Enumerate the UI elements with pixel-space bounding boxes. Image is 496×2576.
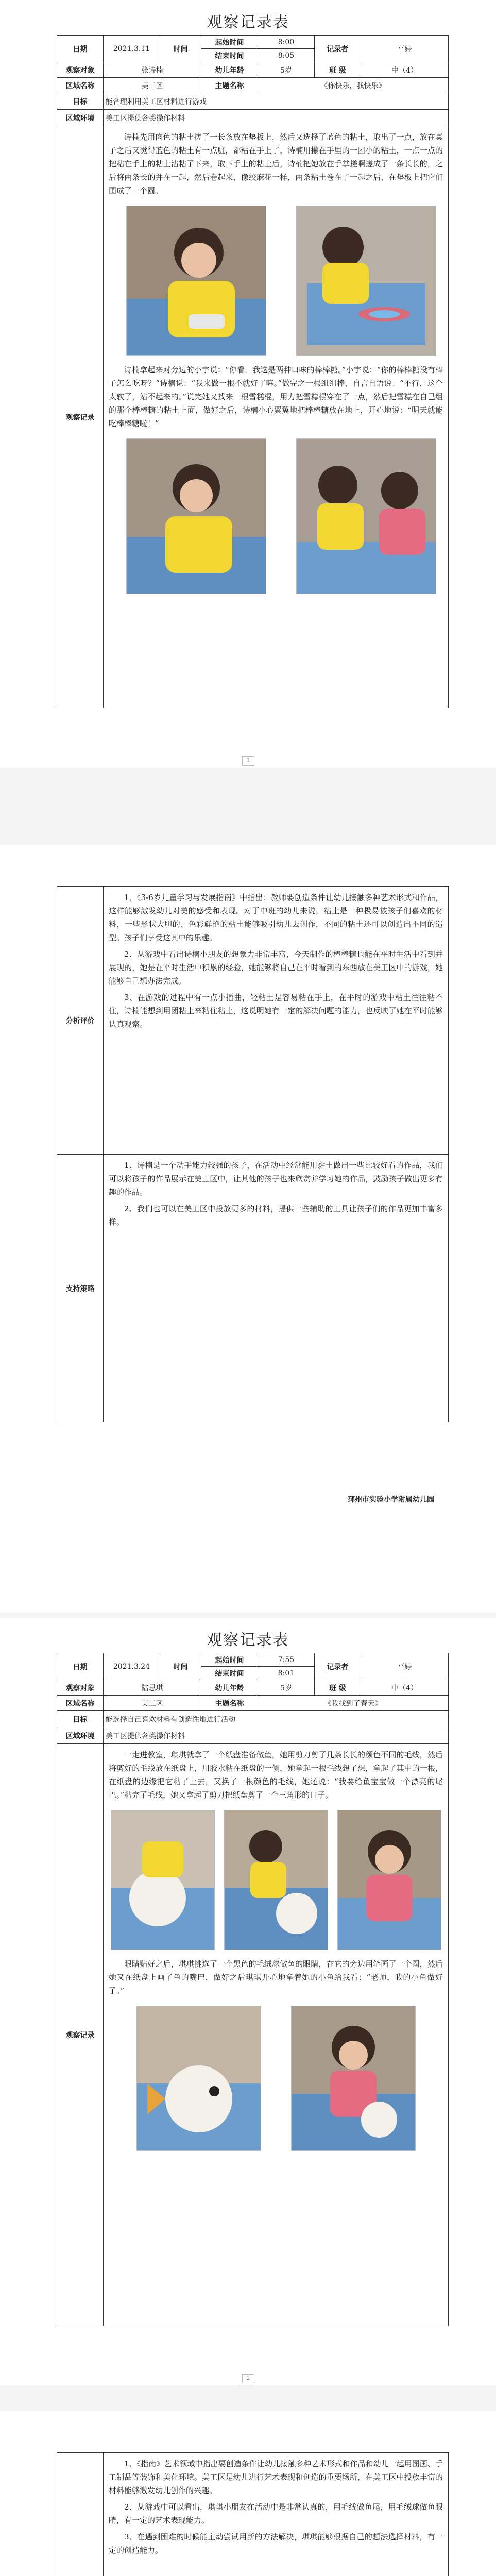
- record-label: 观察记录: [57, 126, 104, 708]
- end-time-label: 结束时间: [201, 49, 258, 62]
- evaluation-table: [57, 2452, 449, 2576]
- analysis-paragraph: 1、《3-6岁儿童学习与发展指南》中指出：教师要创造条件让幼儿接触多种艺术形式和作品，这样能够激发幼儿对美的感受和表现。对于中班的幼儿来说，粘土是一种极易被孩子们喜欢的材料，一些形状大胆的、色彩鲜艳的粘土能够吸引幼儿去创作，不同的粘土还可以创造出不同的造型。孩子们享受这其中的乐趣。: [109, 893, 443, 942]
- photo-row: [106, 200, 446, 360]
- photo-row: [106, 2001, 446, 2155]
- target-label: 观察对象: [57, 62, 104, 78]
- page-gap: [0, 1613, 496, 1618]
- page-title: 观察记录表: [207, 1631, 289, 1649]
- recorder-value: 平婷: [361, 1653, 449, 1680]
- area-label: 区域名称: [57, 78, 104, 93]
- end-time-value: 8:01: [258, 1667, 315, 1680]
- class-value: 中（4）: [361, 1680, 449, 1696]
- date-label: 日期: [57, 36, 104, 62]
- time-label: 时间: [160, 1653, 201, 1680]
- craft-photo: [111, 1810, 215, 1950]
- target-value: 张诗楠: [104, 62, 201, 78]
- child-photo: [337, 1810, 441, 1950]
- target-label: 观察对象: [57, 1680, 104, 1696]
- strategy-paragraph: 2、我们也可以在美工区中投放更多的材料，提供一些辅助的工具让孩子们的作品更加丰富多样。: [109, 1204, 443, 1227]
- area-value: 美工区: [104, 78, 201, 93]
- goal-value: 能选择自己喜欢材料有创造性地进行活动: [104, 1711, 449, 1727]
- record-page-4: [0, 2411, 496, 2576]
- analysis-paragraph: 2、从游戏中看出诗楠小朋友的想象力非常丰富，今天制作的棒棒糖也能在平时生活中看到并展现的，她是在平时生活中积累的经验，她能够将自己在平时看到的东西放在美工区中的游戏，她能够自己想办法完成。: [109, 950, 443, 986]
- start-time-label: 起始时间: [201, 36, 258, 49]
- env-value: 美工区提供各类操作材料: [104, 1727, 449, 1744]
- env-label: 区域环境: [57, 1727, 104, 1744]
- page-number: 1: [242, 756, 254, 766]
- child-photo: [291, 2006, 416, 2151]
- area-value: 美工区: [104, 1696, 201, 1711]
- school-footer: 邳州市实验小学附属幼儿园: [348, 1496, 434, 1504]
- theme-label: 主题名称: [201, 78, 258, 93]
- page-gap: [0, 2385, 496, 2411]
- analysis-content: [104, 887, 449, 1155]
- start-time-label: 起始时间: [201, 1653, 258, 1667]
- start-time-value: 8:00: [258, 36, 315, 49]
- analysis-paragraph: 3、在遇到困难的时候能主动尝试用新的方法解决，琪琪能够根据自己的想法选择材料，有一定的创造能力。: [109, 2532, 443, 2555]
- end-time-label: 结束时间: [201, 1667, 258, 1680]
- page-number: 2: [242, 2374, 254, 2383]
- photo-row: [106, 433, 446, 603]
- strategy-content: [104, 1155, 449, 1422]
- record-page-1: [0, 0, 496, 768]
- theme-value: 《我找到了春天》: [258, 1696, 449, 1711]
- goal-label: 目标: [57, 93, 104, 110]
- class-value: 中（4）: [361, 62, 449, 78]
- record-paragraph: 诗楠拿起来对旁边的小宇说：“你看，我这是两种口味的棒棒糖。”小宇说：“你的棒棒糖没有棒子怎么吃呀？”诗楠说：“我来做一根不就好了嘛。”做完之一根组组棒，自言自语说：“不行，这个太软了，站不起来的。”说完她又找来一根雪糕棍，用力把雪糕棍穿在了一点，然后把雪糕在自己组的那个棒棒糖的粘土上面，做好之后，诗楠小心翼翼地把棒棒糖放在地上，开心地说：“明天就能吃棒棒糖啦！”: [109, 365, 443, 428]
- record-table: [57, 1653, 449, 2326]
- clay-photo: [296, 206, 436, 356]
- page-gap: [0, 768, 496, 845]
- analysis-label: [57, 2453, 104, 2576]
- photo-row: [106, 1805, 446, 1954]
- theme-value: 《你快乐，我快乐》: [258, 78, 449, 93]
- analysis-paragraph: 1、《指南》艺术领域中指出要创造条件让幼儿接触多种艺术形式和作品和幼儿一起用图画、手工制品等装饰和美化环境。美工区是幼儿进行艺术表现和创造的重要场所，在美工区中投放丰富的材料能够激发幼儿创作的兴趣。: [109, 2459, 443, 2495]
- recorder-label: 记录者: [315, 1653, 361, 1680]
- age-label: 幼儿年龄: [201, 62, 258, 78]
- target-value: 陆思琪: [104, 1680, 201, 1696]
- record-paragraph: 诗楠先用肉色的粘土搓了一长条放在垫板上，然后又选择了蓝色的粘土，取出了一点，放在桌子之后又觉得蓝色的粘土有一点脏，都粘在手上了，诗楠用攥在手里的一团小的粘土，一点一点的把粘在手上的粘土沾粘了下来，取下手上的粘土后，诗楠把她放在手掌搓啊搓成了一条长长的，之后将两条长的并在一起，然后卷起来，像绞麻花一样，两条粘土卷在了一起之后，在垫板上把它们围成了一个圆。: [109, 132, 443, 195]
- goal-value: 能合理利用美工区材料进行游戏: [104, 93, 449, 110]
- record-paragraph: 眼睛贴好之后，琪琪挑选了一个黑色的毛绒球做鱼的眼睛，在它的旁边用笔画了一个圈，然后她又在纸盘上画了鱼的嘴巴，做好之后琪琪开心地拿着她的小鱼给我看：“老师，我的小鱼做好了。”: [109, 1959, 443, 1995]
- date-label: 日期: [57, 1653, 104, 1680]
- class-label: 班 级: [315, 1680, 361, 1696]
- evaluation-table: [57, 886, 449, 1422]
- date-value: 2021.3.24: [104, 1653, 160, 1680]
- craft-photo: [224, 1810, 328, 1950]
- fish-craft-photo: [136, 2006, 261, 2151]
- env-label: 区域环境: [57, 110, 104, 126]
- area-label: 区域名称: [57, 1696, 104, 1711]
- goal-label: 目标: [57, 1711, 104, 1727]
- date-value: 2021.3.11: [104, 36, 160, 62]
- age-label: 幼儿年龄: [201, 1680, 258, 1696]
- record-content: [104, 126, 449, 708]
- theme-label: 主题名称: [201, 1696, 258, 1711]
- time-label: 时间: [160, 36, 201, 62]
- strategy-label: 支持策略: [57, 1155, 104, 1422]
- record-table: [57, 35, 449, 708]
- children-photo: [296, 438, 436, 594]
- end-time-value: 8:05: [258, 49, 315, 62]
- analysis-paragraph: 3、在游戏的过程中有一点小插曲，轻粘土是容易粘在手上，在平时的游戏中粘土往往粘不住，诗楠能想到用团粘土来粘住粘土，这说明她有一定的解决问题的能力，也反映了她在平时能够认真观察。: [109, 993, 443, 1029]
- analysis-paragraph: 2、从游戏中可以看出，琪琪小朋友在活动中是非常认真的，用毛线做鱼尾，用毛绒球做鱼眼睛，有一定的艺术表现能力。: [109, 2502, 443, 2525]
- record-page-2: [0, 845, 496, 1613]
- child-photo: [126, 438, 266, 594]
- record-content: [104, 1744, 449, 2326]
- strategy-paragraph: 1、诗楠是一个动手能力较强的孩子，在活动中经常能用黏土做出一些比较好看的作品，我们可以将孩子的作品展示在美工区中，让其他的孩子也来欣赏并学习她的作品，鼓励孩子做出更多有趣的作品。: [109, 1161, 443, 1197]
- child-photo: [126, 206, 266, 356]
- start-time-value: 7:55: [258, 1653, 315, 1667]
- record-label: 观察记录: [57, 1744, 104, 2326]
- record-paragraph: 一走进教室，琪琪就拿了一个纸盘准备做鱼，她用剪刀剪了几条长长的颜色不同的毛线，然后将剪好的毛线放在纸盘上，用胶水粘在纸盘的一侧，她拿起一根毛线想了想，拿起了其中的一根，在纸盘的边缘把它粘了上去，又换了一根颜色的毛线，她还说：“我要给鱼宝宝做一个漂亮的尾巴。”粘完了毛线，她又拿起了剪刀把纸盘剪了一个三角形的口子。: [109, 1750, 443, 1800]
- age-value: 5岁: [258, 1680, 315, 1696]
- age-value: 5岁: [258, 62, 315, 78]
- recorder-value: 平婷: [361, 36, 449, 62]
- recorder-label: 记录者: [315, 36, 361, 62]
- class-label: 班 级: [315, 62, 361, 78]
- record-page-3: [0, 1618, 496, 2385]
- analysis-content: [104, 2453, 449, 2576]
- env-value: 美工区提供各类操作材料: [104, 110, 449, 126]
- analysis-label: 分析评价: [57, 887, 104, 1155]
- page-title: 观察记录表: [207, 13, 289, 31]
